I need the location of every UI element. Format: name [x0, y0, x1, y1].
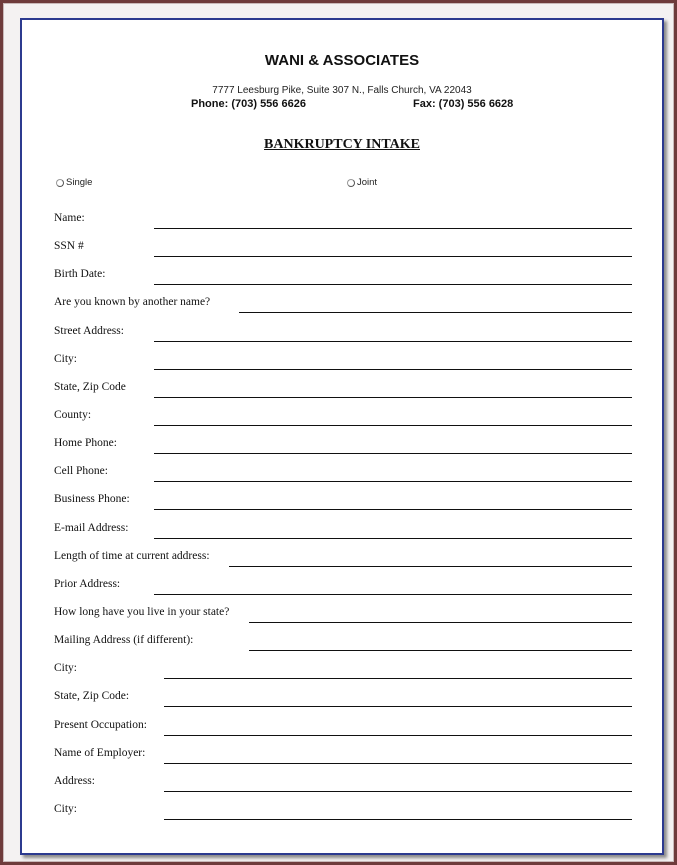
business-phone-label: Business Phone: [54, 493, 130, 505]
other-name-label: Are you known by another name? [54, 296, 211, 308]
other-name-input-line[interactable] [239, 312, 632, 313]
firm-phone: Phone: (703) 556 6626 [191, 98, 306, 110]
form-title: BANKRUPTCY INTAKE [264, 137, 420, 152]
employer-name-field [54, 740, 632, 764]
business-phone-field [54, 486, 632, 510]
single-radio-option[interactable] [56, 177, 92, 188]
county-label: County: [54, 409, 92, 421]
mailing-address-field [54, 627, 632, 651]
mailing-state-zip-label: State, Zip Code: [54, 690, 130, 702]
city-field [54, 346, 632, 370]
time-at-address-label: Length of time at current address: [54, 550, 210, 562]
name-field [54, 205, 632, 229]
joint-radio-button[interactable] [347, 179, 355, 187]
employer-city-label: City: [54, 803, 78, 815]
business-phone-input-line[interactable] [154, 509, 632, 510]
home-phone-input-line[interactable] [154, 453, 632, 454]
mailing-city-input-line[interactable] [164, 678, 632, 679]
time-in-state-field [54, 599, 632, 623]
home-phone-field [54, 430, 632, 454]
street-address-label: Street Address: [54, 325, 124, 337]
county-field [54, 402, 632, 426]
present-occupation-field [54, 712, 632, 736]
employer-name-input-line[interactable] [164, 763, 632, 764]
mailing-state-zip-field [54, 683, 632, 707]
street-address-field [54, 318, 632, 342]
email-address-label: E-mail Address: [54, 522, 129, 534]
name-input-line[interactable] [154, 228, 632, 229]
birth-date-input-line[interactable] [154, 284, 632, 285]
cell-phone-field [54, 458, 632, 482]
birth-date-field [54, 261, 632, 285]
prior-address-field [54, 571, 632, 595]
home-phone-label: Home Phone: [54, 437, 117, 449]
state-zip-input-line[interactable] [154, 397, 632, 398]
time-in-state-input-line[interactable] [249, 622, 632, 623]
other-name-field [54, 289, 632, 313]
time-at-address-input-line[interactable] [229, 566, 632, 567]
firm-address: 7777 Leesburg Pike, Suite 307 N., Falls Church, VA 22043 [212, 85, 472, 96]
mailing-address-input-line[interactable] [249, 650, 632, 651]
mailing-city-field [54, 655, 632, 679]
email-address-field [54, 515, 632, 539]
single-radio-button[interactable] [56, 179, 64, 187]
intake-form-page [20, 18, 664, 855]
mailing-address-label: Mailing Address (if different): [54, 634, 194, 646]
present-occupation-label: Present Occupation: [54, 719, 147, 731]
state-zip-field [54, 374, 632, 398]
joint-radio-option[interactable] [347, 177, 377, 188]
single-radio-label: Single [66, 177, 93, 188]
name-label: Name: [54, 212, 85, 224]
mailing-state-zip-input-line[interactable] [164, 706, 632, 707]
cell-phone-label: Cell Phone: [54, 465, 108, 477]
employer-address-input-line[interactable] [164, 791, 632, 792]
employer-city-field [54, 796, 632, 820]
prior-address-label: Prior Address: [54, 578, 121, 590]
employer-address-field [54, 768, 632, 792]
mailing-city-label: City: [54, 662, 78, 674]
birth-date-label: Birth Date: [54, 268, 106, 280]
prior-address-input-line[interactable] [154, 594, 632, 595]
cell-phone-input-line[interactable] [154, 481, 632, 482]
ssn-label: SSN # [54, 240, 84, 252]
ssn-input-line[interactable] [154, 256, 632, 257]
employer-address-label: Address: [54, 775, 95, 787]
present-occupation-input-line[interactable] [164, 735, 632, 736]
city-label: City: [54, 353, 78, 365]
employer-city-input-line[interactable] [164, 819, 632, 820]
street-address-input-line[interactable] [154, 341, 632, 342]
email-address-input-line[interactable] [154, 538, 632, 539]
document-frame [3, 3, 674, 862]
firm-name: WANI & ASSOCIATES [264, 52, 420, 69]
county-input-line[interactable] [154, 425, 632, 426]
time-in-state-label: How long have you live in your state? [54, 606, 230, 618]
state-zip-label: State, Zip Code [54, 381, 126, 393]
time-at-address-field [54, 543, 632, 567]
firm-fax: Fax: (703) 556 6628 [413, 98, 514, 110]
joint-radio-label: Joint [357, 177, 378, 188]
ssn-field [54, 233, 632, 257]
employer-name-label: Name of Employer: [54, 747, 146, 759]
city-input-line[interactable] [154, 369, 632, 370]
